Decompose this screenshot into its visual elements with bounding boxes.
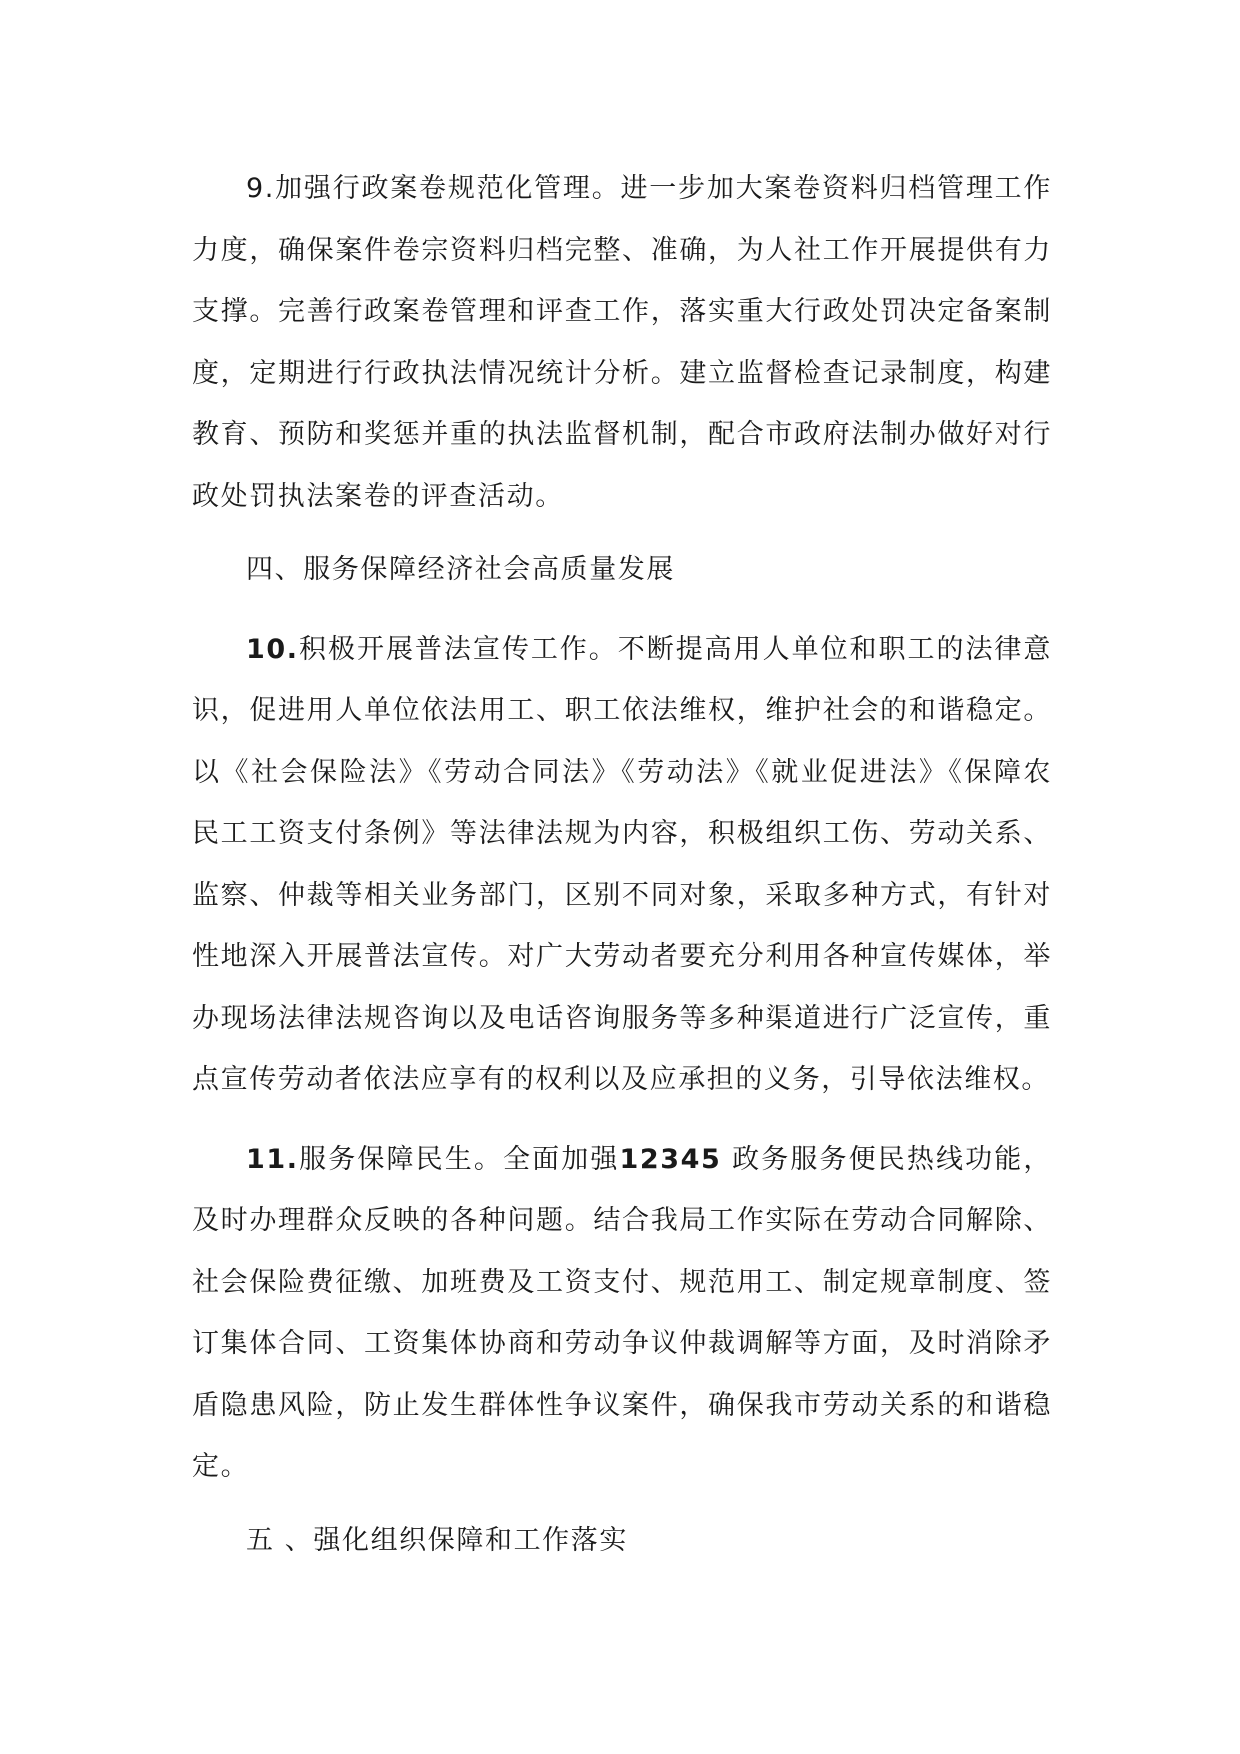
paragraph-11-text-b: 政务服务便民热线功能，及时办理群众反映的各种问题。结合我局工作实际在劳动合同解除、社会保险费征缴、加班费及工资支付、规范用工、制定规章制度、签订集体合同、工资集体协商和劳动争议仲裁调解等方面，及时消除矛盾隐患风险，防止发生群体性争议案件，确保我市劳动关系的和谐稳定。 — [192, 1143, 1052, 1482]
document-body — [192, 158, 1052, 1571]
spacer — [192, 601, 1052, 619]
paragraph-9 — [192, 158, 1052, 527]
paragraph-11-number: 11. — [246, 1143, 299, 1175]
hotline-number: 12345 — [619, 1143, 722, 1175]
section-heading-5: 五 、强化组织保障和工作落实 — [246, 1524, 628, 1556]
section-heading-4: 四、服务保障经济社会高质量发展 — [246, 554, 675, 585]
paragraph-10-number: 10. — [246, 633, 299, 665]
paragraph-10 — [192, 619, 1052, 1111]
spacer — [192, 1111, 1052, 1129]
paragraph-11-text-a: 服务保障民生。全面加强 — [298, 1143, 620, 1175]
spacer — [192, 1498, 1052, 1510]
paragraph-11 — [192, 1129, 1052, 1498]
paragraph-9-text: 加强行政案卷规范化管理。进一步加大案卷资料归档管理工作力度，确保案件卷宗资料归档完整、准确，为人社工作开展提供有力支撑。完善行政案卷管理和评查工作，落实重大行政处罚决定备案制度，定期进行行政执法情况统计分析。建立监督检查记录制度，构建教育、预防和奖惩并重的执法监督机制，配合市政府法制办做好对行政处罚执法案卷的评查活动。 — [192, 173, 1052, 512]
paragraph-10-text: 积极开展普法宣传工作。不断提高用人单位和职工的法律意识，促进用人单位依法用工、职工依法维权，维护社会的和谐稳定。以《社会保险法》《劳动合同法》《劳动法》《就业促进法》《保障农民工工资支付条例》等法律法规为内容，积极组织工伤、劳动关系、监察、仲裁等相关业务部门，区别不同对象，采取多种方式，有针对性地深入开展普法宣传。对广大劳动者要充分利用各种宣传媒体，举办现场法律法规咨询以及电话咨询服务等多种渠道进行广泛宣传，重点宣传劳动者依法应享有的权利以及应承担的义务，引导依法维权。 — [192, 633, 1052, 1095]
spacer — [192, 527, 1052, 539]
paragraph-9-number: 9. — [246, 173, 275, 204]
